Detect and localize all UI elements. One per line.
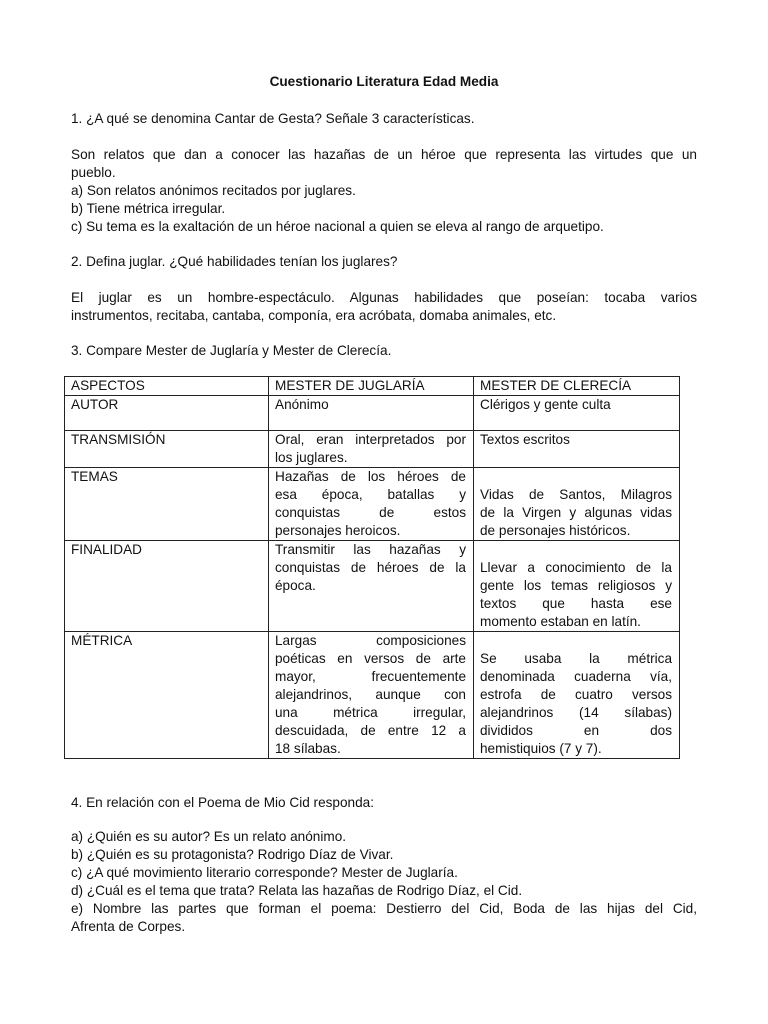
answer-1-item-b: b) Tiene métrica irregular.	[71, 201, 226, 216]
table-header-cell: ASPECTOS	[65, 377, 269, 396]
table-row	[65, 541, 680, 632]
cell-line: los juglares.	[275, 450, 348, 465]
cell-line: esa época, batallas y	[275, 487, 466, 502]
table-row	[65, 396, 680, 431]
table-row	[65, 468, 680, 541]
answer-1-item-c: c) Su tema es la exaltación de un héroe nacional a quien se eleva al rango de arquetipo.	[71, 219, 604, 234]
cell-line: personajes heroicos.	[275, 523, 401, 538]
answer-2-line-2: instrumentos, recitaba, cantaba, componía, era acróbata, domaba animales, etc.	[71, 308, 557, 323]
answer-4-item-e-line-1: e) Nombre las partes que forman el poema: Destierro del Cid, Boda de las hijas del Cid,	[71, 901, 697, 916]
question-1: 1. ¿A qué se denomina Cantar de Gesta? Señale 3 características.	[71, 111, 475, 126]
cell-line: conquistas de héroes de la	[275, 560, 466, 575]
question-3: 3. Compare Mester de Juglaría y Mester de Clerecía.	[71, 343, 392, 358]
table-cell-aspect: AUTOR	[65, 396, 269, 431]
answer-4-item-e-line-2: Afrenta de Corpes.	[71, 919, 186, 934]
cell-line: Hazañas de los héroes de	[275, 469, 466, 484]
cell-line: conquistas de estos	[275, 505, 466, 520]
answer-1-line-2: pueblo.	[71, 165, 116, 180]
table-header-cell: MESTER DE CLERECÍA	[474, 377, 680, 396]
cell-line: una métrica irregular,	[275, 705, 466, 720]
question-2: 2. Defina juglar. ¿Qué habilidades tenían los juglares?	[71, 254, 398, 269]
answer-4	[71, 828, 697, 936]
comparison-table	[64, 376, 680, 759]
table-cell-clerecia	[474, 541, 680, 632]
cell-line: descuidada, de entre 12 a	[275, 723, 466, 738]
answer-2-line-1: El juglar es un hombre-espectáculo. Algunas habilidades que poseían: tocaba varios	[71, 290, 697, 305]
cell-line: Clérigos y gente culta	[480, 397, 611, 412]
cell-line: mayor, frecuentemente	[275, 669, 466, 684]
answer-1-line-1: Son relatos que dan a conocer las hazañas de un héroe que representa las virtudes que un	[71, 147, 697, 162]
cell-line-spacer	[480, 541, 672, 559]
cell-line: Largas composiciones	[275, 633, 466, 648]
cell-line: alejandrinos, aunque con	[275, 687, 466, 702]
table-header-row	[65, 377, 680, 396]
table-cell-aspect: MÉTRICA	[65, 632, 269, 759]
table-row	[65, 431, 680, 468]
answer-4-item-d: d) ¿Cuál es el tema que trata? Relata las hazañas de Rodrigo Díaz, el Cid.	[71, 883, 523, 898]
cell-line: gente los temas religiosos y	[480, 578, 672, 593]
table-cell-juglaria	[269, 431, 474, 468]
table-cell-juglaria	[269, 541, 474, 632]
table-cell-juglaria	[269, 468, 474, 541]
answer-4-item-a: a) ¿Quién es su autor? Es un relato anónimo.	[71, 829, 347, 844]
table-cell-juglaria	[269, 396, 474, 431]
cell-line: textos que hasta ese	[480, 596, 672, 611]
answer-4-item-b: b) ¿Quién es su protagonista? Rodrigo Díaz de Vivar.	[71, 847, 394, 862]
document-title: Cuestionario Literatura Edad Media	[269, 74, 499, 89]
question-4: 4. En relación con el Poema de Mio Cid responda:	[71, 795, 375, 810]
cell-line: 18 sílabas.	[275, 741, 341, 756]
table-cell-aspect: TEMAS	[65, 468, 269, 541]
cell-line: poéticas en versos de arte	[275, 651, 466, 666]
cell-line-spacer	[480, 632, 672, 650]
table-cell-clerecia	[474, 468, 680, 541]
cell-line: estrofa de cuatro versos	[480, 687, 672, 702]
answer-1	[71, 146, 697, 236]
cell-line: de personajes históricos.	[480, 523, 631, 538]
table-cell-aspect: FINALIDAD	[65, 541, 269, 632]
answer-2	[71, 289, 697, 325]
cell-line: Se usaba la métrica	[480, 651, 672, 666]
cell-line: Oral, eran interpretados por	[275, 432, 466, 447]
cell-line: denominada cuaderna vía,	[480, 669, 672, 684]
cell-line: Anónimo	[275, 397, 329, 412]
table-cell-clerecia	[474, 396, 680, 431]
answer-4-item-c: c) ¿A qué movimiento literario corresponde? Mester de Juglaría.	[71, 865, 458, 880]
cell-line: divididos en dos	[480, 723, 672, 738]
table-cell-juglaria	[269, 632, 474, 759]
cell-line: alejandrinos (14 sílabas)	[480, 705, 672, 720]
table-cell-clerecia	[474, 431, 680, 468]
cell-line: Vidas de Santos, Milagros	[480, 487, 672, 502]
cell-line: época.	[275, 578, 316, 593]
answer-1-item-a: a) Son relatos anónimos recitados por juglares.	[71, 183, 356, 198]
cell-line: Textos escritos	[480, 432, 570, 447]
table-cell-clerecia	[474, 632, 680, 759]
cell-line: Transmitir las hazañas y	[275, 542, 466, 557]
cell-line: hemistiquios (7 y 7).	[480, 741, 602, 756]
cell-line: momento estaban en latín.	[480, 614, 641, 629]
cell-line: Llevar a conocimiento de la	[480, 560, 672, 575]
table-row	[65, 632, 680, 759]
table-header-cell: MESTER DE JUGLARÍA	[269, 377, 474, 396]
cell-line: de la Virgen y algunas vidas	[480, 505, 672, 520]
table-cell-aspect: TRANSMISIÓN	[65, 431, 269, 468]
